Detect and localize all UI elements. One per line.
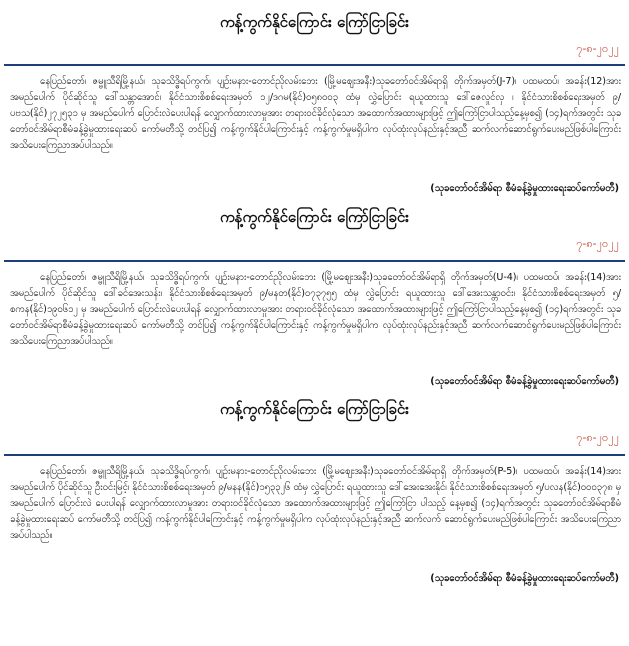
notice-date: ၇-၈-၂၀၂၂ bbox=[576, 42, 619, 55]
divider-rule bbox=[4, 454, 625, 456]
notice-date: ၇-၈-၂၀၂၂ bbox=[576, 237, 619, 250]
notice-body: နေပြည်တော်၊ ဇမ္ဗူသီရိမြို့နယ်၊ သုခသိဒ္ဓိရပ်ကွက်၊ ပျဉ်းမနား-တောင်ညိုလမ်းဘေး (မြို့မဈေးအနီး)သုခတော်ဝင်အိမ်ရာရှိ တိုက်အမှတ်(P-5)၊ ပထမထပ်၊ အခန်း(14)အား အမည်ပေါက် ပိုင်ဆိုင်သူ ဦးဝင်းမြင့်၊ နိုင်ငံသားစိစစ်ရေးအမှတ် ၉/မနန(နိုင်)၁၅၃၃၂၆ ထံမှ လွှဲပြောင်း ရယူထားသူ ဒေါ်အေးအေးနိုင်၊ နိုင်ငံသားစိစစ်ရေးအမှတ် ၅/ပလန(နိုင်)၀၀၀၃၇၈ မှ အမည်ပေါက် ပြောင်းလဲ ပေးပါရန် လျှောက်ထားလာမှုအား တရားဝင်ခိုင်လုံသော အထောက်အထားများဖြင့် ဤကြော်ငြာ ပါသည့် နေ့မှစ၍ (၁၄)ရက်အတွင်း သုခတော်ဝင်အိမ်ရာစီမံခန့်ခွဲမှုထားရေးဆပ် ကော်မတီသို့ တင်ပြ၍ ကန့်ကွက်နိုင်ပါကြောင်းနှင့် ကန့်ကွက်မှုမရှိပါက လုပ်ထုံးလုပ်နည်းနှင့်အညီ ဆက်လက် ဆောင်ရွက်ပေးမည်ဖြစ်ပါကြောင်း အသိပေးကြေညာအပ်ပါသည်။ bbox=[10, 466, 621, 541]
notice-body: နေပြည်တော်၊ ဇမ္ဗူသီရိမြို့နယ်၊ သုခသိဒ္ဓိရပ်ကွက်၊ ပျဉ်းမနား-တောင်ညိုလမ်းဘေး (မြို့မဈေးအနီး)သုခတော်ဝင်အိမ်ရာရှိ တိုက်အမှတ်(J-7)၊ ပထမထပ်၊ အခန်း(12)အား အမည်ပေါက် ပိုင်ဆိုင်သူ ဒေါ်သန္တာအောင်၊ နိုင်ငံသားစိစစ်ရေးအမှတ် ၁၂/ဒဂမ(နိုင်)၀၅၈၀၀၃ ထံမှ လွှဲပြောင်း ရယူထားသူ ဒေါ်ဇေလှုင်လှ ၊ နိုင်ငံသားစိစစ်ရေးအမှတ် ၉/ပဗသ(နိုင်)၂၇၂၅၃၁ မှ အမည်ပေါက် ပြောင်းလဲပေးပါရန် လျှောက်ထားလာမှုအား တရားဝင်ခိုင်လုံသော အထောက်အထားများဖြင့် ဤကြော်ငြာပါသည့်နေ့မှစ၍ (၁၄)ရက်အတွင်း သုခတော်ဝင်အိမ်ရာစီမံခန့်ခွဲမှုထားရေးဆပ် ကော်မတီသို့ တင်ပြ၍ ကန့်ကွက်နိုင်ပါကြောင်းနှင့် ကန့်ကွက်မှုမရှိပါက လုပ်ထုံးလုပ်နည်းနှင့်အညီ ဆက်လက်ဆောင်ရွက်ပေးမည်ဖြစ်ပါကြောင်း အသိပေးကြေညာအပ်ပါသည်။ bbox=[10, 76, 621, 151]
notice-title: ကန့်ကွက်နိုင်ကြောင်း ကြော်ငြာခြင်း bbox=[220, 400, 409, 418]
divider-rule bbox=[4, 260, 625, 262]
notice-title: ကန့်ကွက်နိုင်ကြောင်း ကြော်ငြာခြင်း bbox=[220, 208, 409, 226]
divider-rule bbox=[4, 64, 625, 66]
notice-signature: (သုခတော်ဝင်အိမ်ရာ စီမံခန့်ခွဲမှုထားရေးဆပ်ကော်မတီ) bbox=[430, 376, 619, 387]
notice-body: နေပြည်တော်၊ ဇမ္ဗူသီရိမြို့နယ်၊ သုခသိဒ္ဓိရပ်ကွက်၊ ပျဉ်းမနား-တောင်ညိုလမ်းဘေး (မြို့မဈေးအနီး)သုခတော်ဝင်အိမ်ရာရှိ တိုက်အမှတ်(U-4)၊ ပထမထပ်၊ အခန်း(14)အား အမည်ပေါက် ပိုင်ဆိုင်သူ ဒေါ်ခင်အေးသန်း၊ နိုင်ငံသားစိစစ်ရေးအမှတ် ၉/မနတ(နိုင်)၀၇၃၇၅၅ ထံမှ လွှဲပြောင်း ရယူထားသူ ဒေါ်အေးသန္တာဝင်း၊ နိုင်ငံသားစိစစ်ရေးအမှတ် ၅/စကန(နိုင်)၁၉၀၆၁၂ မှ အမည်ပေါက် ပြောင်းလဲပေးပါရန် လျှောက်ထားလာမှုအား တရားဝင်ခိုင်လုံသော အထောက်အထားများဖြင့် ဤကြော်ငြာပါသည့်နေ့မှစ၍ (၁၄)ရက်အတွင်း သုခတော်ဝင်အိမ်ရာစီမံခန့်ခွဲမှုထားရေးဆပ် ကော်မတီသို့ တင်ပြ၍ ကန့်ကွက်နိုင်ပါကြောင်းနှင့် ကန့်ကွက်မှုမရှိပါက လုပ်ထုံးလုပ်နည်းနှင့်အညီ ဆက်လက်ဆောင်ရွက်ပေးမည်ဖြစ်ပါကြောင်း အသိပေးကြေညာအပ်ပါသည်။ bbox=[10, 272, 621, 347]
notice-signature: (သုခတော်ဝင်အိမ်ရာ စီမံခန့်ခွဲမှုထားရေးဆပ်ကော်မတီ) bbox=[430, 183, 619, 194]
notice-date: ၇-၈-၂၀၂၂ bbox=[576, 431, 619, 444]
notice-title: ကန့်ကွက်နိုင်ကြောင်း ကြော်ငြာခြင်း bbox=[220, 13, 409, 31]
notice-signature: (သုခတော်ဝင်အိမ်ရာ စီမံခန့်ခွဲမှုထားရေးဆပ်ကော်မတီ) bbox=[430, 573, 619, 584]
